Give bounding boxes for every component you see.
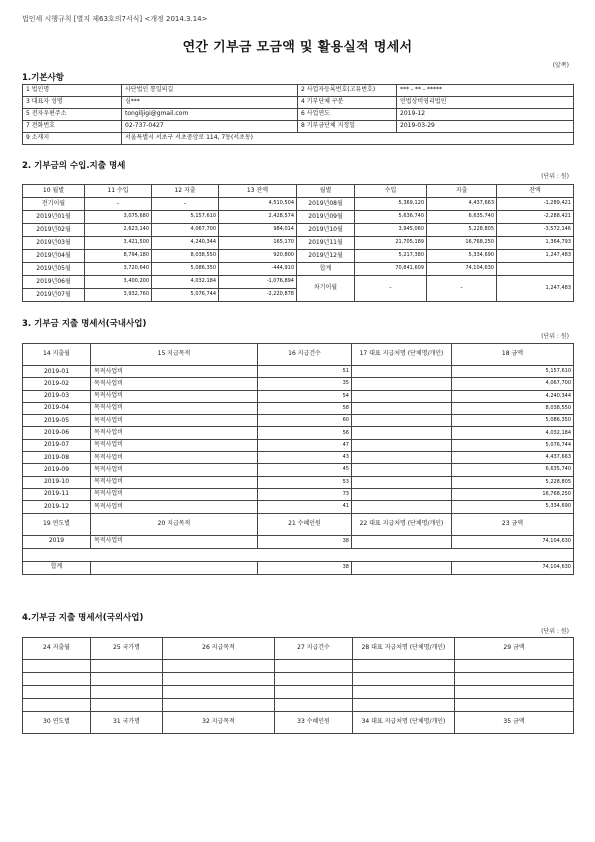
recipient-cell: [352, 452, 452, 464]
column-header: 34 대표 지급처명 (단체명/개인): [353, 712, 455, 734]
column-header: 월별: [297, 185, 355, 198]
column-header: 23 금액: [452, 513, 574, 535]
overseas-row: [23, 686, 574, 699]
basic-info-row: [23, 97, 574, 109]
month-cell: 2019-09: [23, 464, 91, 476]
balance-cell: -444,910: [219, 263, 297, 276]
blank-cell: [23, 699, 91, 712]
basic-info-row: [23, 121, 574, 133]
overseas-row: [23, 699, 574, 712]
domestic-total-row: [23, 561, 574, 574]
column-header: 26 지급목적: [163, 638, 275, 660]
purpose-cell: 목적사업비: [91, 415, 258, 427]
column-header: 13 잔액: [219, 185, 297, 198]
recipient-cell: [352, 488, 452, 500]
blank-cell: [275, 660, 353, 673]
amount-cell: 5,334,690: [452, 501, 574, 513]
beneficiary-cell: 38: [258, 535, 352, 548]
expense-cell: -: [152, 198, 219, 211]
income-expense-row: [23, 276, 574, 289]
income-cell: 2,623,140: [85, 224, 152, 237]
blank-cell: [163, 660, 275, 673]
purpose-cell: 목적사업비: [91, 535, 258, 548]
income-cell: 21,705,189: [355, 237, 427, 250]
domestic-row: [23, 501, 574, 513]
year-cell: 2019: [23, 535, 91, 548]
purpose-cell: [91, 561, 258, 574]
income-cell: 8,794,180: [85, 250, 152, 263]
total-label: 합계: [23, 561, 91, 574]
balance-cell: -1,289,421: [497, 198, 574, 211]
purpose-cell: 목적사업비: [91, 488, 258, 500]
amount-cell: 5,228,805: [452, 476, 574, 488]
expense-cell: 6,635,740: [427, 211, 497, 224]
domestic-row: [23, 378, 574, 390]
blank-cell: [455, 699, 574, 712]
column-header: 10 월별: [23, 185, 85, 198]
column-header: 25 국가명: [91, 638, 163, 660]
count-cell: 35: [258, 378, 352, 390]
blank-cell: [91, 686, 163, 699]
income-cell: 5,636,740: [355, 211, 427, 224]
field-value: 사단법인 통일의길: [122, 85, 298, 97]
balance-cell: 4,510,504: [219, 198, 297, 211]
count-cell: 54: [258, 390, 352, 402]
blank-cell: [455, 673, 574, 686]
count-cell: 51: [258, 366, 352, 378]
month-cell: 2019-04: [23, 402, 91, 414]
basic-info-table: [22, 84, 574, 145]
section2-unit: (단위 : 원): [541, 173, 569, 180]
column-header: 21 수혜인원: [258, 513, 352, 535]
field-label: 2 사업자등록번호(고유번호): [298, 85, 397, 97]
column-header: 18 금액: [452, 344, 574, 366]
income-cell: 3,421,500: [85, 237, 152, 250]
month-cell: 2019년08월: [297, 198, 355, 211]
count-cell: 45: [258, 464, 352, 476]
blank-cell: [353, 660, 455, 673]
month-cell: 2019년01월: [23, 211, 85, 224]
month-cell: 2019년04월: [23, 250, 85, 263]
field-label: 3 대표자 성명: [23, 97, 122, 109]
balance-cell: 920,800: [219, 250, 297, 263]
month-cell: 2019-07: [23, 439, 91, 451]
overseas-row: [23, 660, 574, 673]
blank-cell: [275, 673, 353, 686]
blank-cell: [91, 660, 163, 673]
column-header: 33 수혜인원: [275, 712, 353, 734]
column-header: 30 연도별: [23, 712, 91, 734]
domestic-header: [23, 344, 574, 366]
month-cell: 2019-01: [23, 366, 91, 378]
month-cell: 2019-08: [23, 452, 91, 464]
balance-cell: 165,170: [219, 237, 297, 250]
recipient-cell: [352, 378, 452, 390]
column-header: 14 지출월: [23, 344, 91, 366]
income-cell: 3,720,640: [85, 263, 152, 276]
section2-title: 2. 기부금의 수입.지출 명세: [22, 161, 126, 171]
expense-cell: 16,768,250: [427, 237, 497, 250]
month-cell: 2019년03월: [23, 237, 85, 250]
income-expense-row: [23, 263, 574, 276]
income-expense-row: [23, 250, 574, 263]
domestic-summary-row: [23, 535, 574, 548]
column-header: 잔액: [497, 185, 574, 198]
count-cell: 73: [258, 488, 352, 500]
expense-cell: 4,437,663: [427, 198, 497, 211]
expense-cell: 4,032,184: [152, 276, 219, 289]
income-cell: 3,932,760: [85, 289, 152, 302]
section3-title: 3. 기부금 지출 명세서(국내사업): [22, 319, 147, 329]
month-cell: 전기이월: [23, 198, 85, 211]
purpose-cell: 목적사업비: [91, 366, 258, 378]
domestic-row: [23, 476, 574, 488]
blank-cell: [163, 699, 275, 712]
month-cell: 2019년12월: [297, 250, 355, 263]
income-expense-table: [22, 184, 574, 302]
front-page-label: (앞쪽): [552, 62, 569, 69]
income-cell: 3,400,200: [85, 276, 152, 289]
month-cell: 2019년11월: [297, 237, 355, 250]
field-label: 5 전자우편주소: [23, 109, 122, 121]
overseas-header: [23, 638, 574, 660]
domestic-row: [23, 439, 574, 451]
purpose-cell: 목적사업비: [91, 476, 258, 488]
column-header: 31 국가명: [91, 712, 163, 734]
form-reference: 법인세 시행규칙 [별지 제63호의7서식] <개정 2014.3.14>: [22, 15, 208, 23]
domestic-row: [23, 464, 574, 476]
purpose-cell: 목적사업비: [91, 501, 258, 513]
amount-cell: 8,038,550: [452, 402, 574, 414]
month-cell: 2019-11: [23, 488, 91, 500]
column-header: 지출: [427, 185, 497, 198]
blank-cell: [275, 699, 353, 712]
total-expense: 74,104,630: [427, 263, 497, 276]
amount-cell: 4,067,700: [452, 378, 574, 390]
recipient-cell: [352, 366, 452, 378]
document-title: 연간 기부금 모금액 및 활용실적 명세서: [182, 40, 413, 55]
column-header: 28 대표 지급처명 (단체명/개인): [353, 638, 455, 660]
field-label: 1 법인명: [23, 85, 122, 97]
blank-cell: [353, 686, 455, 699]
balance-cell: -1,076,894: [219, 276, 297, 289]
month-cell: 2019년06월: [23, 276, 85, 289]
total-balance: [497, 263, 574, 276]
count-cell: 56: [258, 427, 352, 439]
blank-cell: [275, 686, 353, 699]
field-label: 4 기부단체 구분: [298, 97, 397, 109]
address-row: [23, 133, 574, 145]
count-cell: 41: [258, 501, 352, 513]
balance-cell: 2,428,574: [219, 211, 297, 224]
domestic-row: [23, 415, 574, 427]
month-cell: 2019-02: [23, 378, 91, 390]
blank-cell: [23, 686, 91, 699]
column-header: 24 지출월: [23, 638, 91, 660]
blank-cell: [353, 673, 455, 686]
column-header: 22 대표 지급처명 (단체명/개인): [352, 513, 452, 535]
purpose-cell: 목적사업비: [91, 378, 258, 390]
purpose-cell: 목적사업비: [91, 439, 258, 451]
blank-cell: [23, 673, 91, 686]
month-cell: 2019-10: [23, 476, 91, 488]
carry-balance: 1,247,483: [497, 276, 574, 302]
income-cell: 3,075,680: [85, 211, 152, 224]
field-value: 민법상비영리법인: [397, 97, 574, 109]
overseas-row: [23, 673, 574, 686]
recipient-cell: [352, 535, 452, 548]
count-cell: 58: [258, 402, 352, 414]
recipient-cell: [352, 415, 452, 427]
field-value: tongiljigi@gmail.com: [122, 109, 298, 121]
month-cell: 2019-05: [23, 415, 91, 427]
recipient-cell: [352, 561, 452, 574]
amount-cell: 74,104,630: [452, 561, 574, 574]
recipient-cell: [352, 464, 452, 476]
count-cell: 53: [258, 476, 352, 488]
amount-cell: 16,768,250: [452, 488, 574, 500]
recipient-cell: [352, 501, 452, 513]
amount-cell: 74,104,630: [452, 535, 574, 548]
income-expense-header: [23, 185, 574, 198]
blank-cell: [91, 673, 163, 686]
total-income: 70,841,609: [355, 263, 427, 276]
expense-cell: 5,228,805: [427, 224, 497, 237]
column-header: 19 연도별: [23, 513, 91, 535]
income-expense-row: [23, 224, 574, 237]
blank-cell: [23, 548, 574, 561]
month-cell: 2019-03: [23, 390, 91, 402]
month-cell: 2019-06: [23, 427, 91, 439]
blank-cell: [91, 699, 163, 712]
expense-cell: 4,240,344: [152, 237, 219, 250]
carry-expense: -: [427, 276, 497, 302]
column-header: 20 지급목적: [91, 513, 258, 535]
blank-cell: [455, 660, 574, 673]
blank-cell: [163, 673, 275, 686]
expense-cell: 5,334,690: [427, 250, 497, 263]
month-cell: 2019년02월: [23, 224, 85, 237]
amount-cell: 4,240,344: [452, 390, 574, 402]
domestic-row: [23, 488, 574, 500]
carry-label: 차기이월: [297, 276, 355, 302]
field-value: 2019-12: [397, 109, 574, 121]
balance-cell: 1,364,793: [497, 237, 574, 250]
expense-cell: 5,076,744: [152, 289, 219, 302]
amount-cell: 6,635,740: [452, 464, 574, 476]
blank-cell: [23, 660, 91, 673]
field-value: *** - ** - *****: [397, 85, 574, 97]
domestic-row: [23, 366, 574, 378]
field-value: 02-737-0427: [122, 121, 298, 133]
count-cell: 60: [258, 415, 352, 427]
income-cell: -: [85, 198, 152, 211]
purpose-cell: 목적사업비: [91, 452, 258, 464]
blank-cell: [353, 699, 455, 712]
column-header: 12 지출: [152, 185, 219, 198]
field-value: 2019-03-29: [397, 121, 574, 133]
column-header: 수입: [355, 185, 427, 198]
income-cell: 3,945,060: [355, 224, 427, 237]
basic-info-row: [23, 109, 574, 121]
column-header: 32 지급목적: [163, 712, 275, 734]
field-value: 심***: [122, 97, 298, 109]
column-header: 16 지급건수: [258, 344, 352, 366]
overseas-expense-table: [22, 637, 574, 734]
recipient-cell: [352, 427, 452, 439]
address-value: 서울특별시 서초구 서초중앙로 114, 7동(서초동): [122, 133, 574, 145]
purpose-cell: 목적사업비: [91, 402, 258, 414]
beneficiary-cell: 38: [258, 561, 352, 574]
domestic-summary-header: [23, 513, 574, 535]
blank-cell: [163, 686, 275, 699]
count-cell: 43: [258, 452, 352, 464]
amount-cell: 5,157,610: [452, 366, 574, 378]
section1-title: 1.기본사항: [22, 73, 64, 83]
amount-cell: 4,437,663: [452, 452, 574, 464]
purpose-cell: 목적사업비: [91, 427, 258, 439]
overseas-summary-header: [23, 712, 574, 734]
month-cell: 2019-12: [23, 501, 91, 513]
balance-cell: 984,014: [219, 224, 297, 237]
income-expense-row: [23, 211, 574, 224]
column-header: 11 수입: [85, 185, 152, 198]
recipient-cell: [352, 476, 452, 488]
balance-cell: -2,288,421: [497, 211, 574, 224]
column-header: 17 대표 지급처명 (단체명/개인): [352, 344, 452, 366]
amount-cell: 5,086,350: [452, 415, 574, 427]
column-header: 15 지급목적: [91, 344, 258, 366]
balance-cell: -3,572,146: [497, 224, 574, 237]
income-cell: 5,369,120: [355, 198, 427, 211]
domestic-row: [23, 390, 574, 402]
recipient-cell: [352, 439, 452, 451]
domestic-row: [23, 402, 574, 414]
field-label: 8 기부금단체 지정일: [298, 121, 397, 133]
recipient-cell: [352, 402, 452, 414]
month-cell: 2019년09월: [297, 211, 355, 224]
expense-cell: 8,038,550: [152, 250, 219, 263]
income-expense-row: [23, 237, 574, 250]
balance-cell: -2,220,878: [219, 289, 297, 302]
expense-cell: 4,067,700: [152, 224, 219, 237]
count-cell: 47: [258, 439, 352, 451]
purpose-cell: 목적사업비: [91, 390, 258, 402]
total-label: 합계: [297, 263, 355, 276]
month-cell: 2019년07월: [23, 289, 85, 302]
column-header: 35 금액: [455, 712, 574, 734]
domestic-row: [23, 427, 574, 439]
column-header: 29 금액: [455, 638, 574, 660]
domestic-blank-row: [23, 548, 574, 561]
expense-cell: 5,157,610: [152, 211, 219, 224]
carry-income: -: [355, 276, 427, 302]
amount-cell: 4,032,184: [452, 427, 574, 439]
column-header: 27 지급건수: [275, 638, 353, 660]
month-cell: 2019년10월: [297, 224, 355, 237]
basic-info-row: [23, 85, 574, 97]
blank-cell: [455, 686, 574, 699]
purpose-cell: 목적사업비: [91, 464, 258, 476]
income-cell: 5,217,380: [355, 250, 427, 263]
section4-title: 4.기부금 지출 명세서(국외사업): [22, 613, 144, 623]
field-label: 7 전화번호: [23, 121, 122, 133]
recipient-cell: [352, 390, 452, 402]
expense-cell: 5,086,350: [152, 263, 219, 276]
amount-cell: 5,076,744: [452, 439, 574, 451]
field-label: 6 사업연도: [298, 109, 397, 121]
section4-unit: (단위 : 원): [541, 628, 569, 635]
domestic-row: [23, 452, 574, 464]
section3-unit: (단위 : 원): [541, 333, 569, 340]
address-label: 9 소재지: [23, 133, 122, 145]
income-expense-row: [23, 198, 574, 211]
balance-cell: 1,247,483: [497, 250, 574, 263]
month-cell: 2019년05월: [23, 263, 85, 276]
domestic-expense-table: [22, 343, 574, 575]
